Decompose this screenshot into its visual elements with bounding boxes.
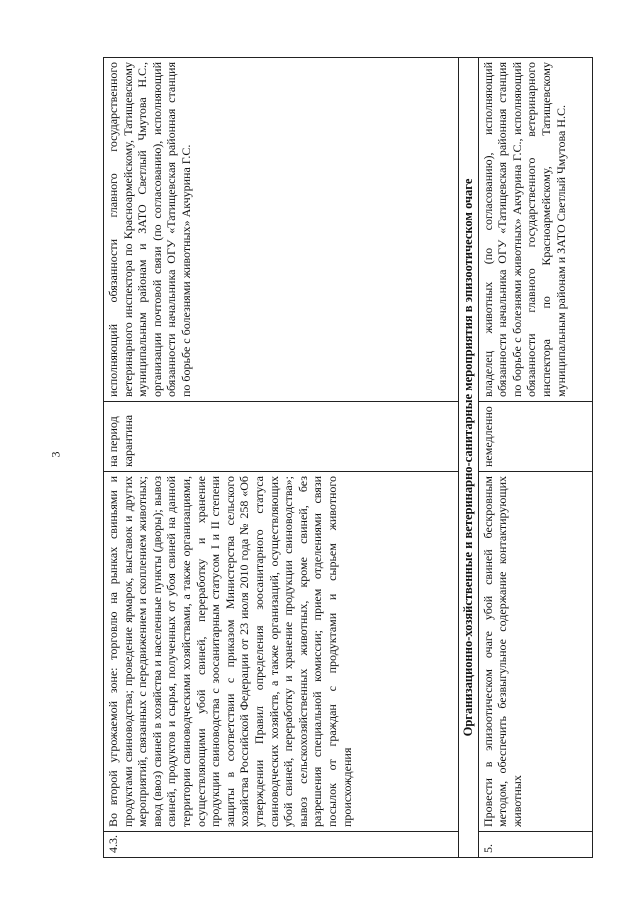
page-number: 3: [48, 451, 63, 458]
measure-text: Во второй угрожаемой зоне: торговлю на рынках свиньями и продуктами свиноводства; проведение ярмарок, выставок и других мероприятий, связанных с передвижением и скоплением животных; ввод (ввоз) свиней в хозяйства и населенные пункты (дворы); вывоз свиней, продуктов и сырья, полученных от убоя свиней на данной территории свиноводческими хозяйствами, а также организациями, осуществляющими убой свиней, переработку и хранение продукции свиноводства с зоосанитарным статусом I и II степени защиты в соответствии с приказом Министерства сельского хозяйства Российской Федерации от 23 июля 2010 года № 258 «Об утверждении Правил определения зоосанитарного статуса свиноводческих хозяйств, а также организаций, осуществляющих убой свиней, переработку и хранение продукции свиноводства»; вывоз сельскохозяйственных животных, кроме свиней, без разрешения специальной комиссии; прием отделениями связи посылок от граждан с продуктами и сырьем животного происхождения: [104, 472, 459, 832]
measure-text: Провести в эпизоотическом очаге убой свиней бескровным методом, обеспечить безвыгульное содержание контактирующих животных: [478, 472, 592, 832]
section-row: [459, 58, 479, 858]
section-title: Организационно-хозяйственные и ветеринарно-санитарные мероприятия в эпизоотическом очаге: [459, 58, 479, 858]
term-text: на период карантина: [104, 402, 459, 472]
row-number: 4.3.: [104, 832, 459, 858]
row-number: 5.: [478, 832, 592, 858]
table-row: [104, 58, 459, 858]
rotated-document: [103, 58, 593, 858]
table-row: [478, 58, 592, 858]
measures-table: [103, 57, 593, 858]
responsible-text: владелец животных (по согласованию), исполняющий обязанности начальника ОГУ «Татищевская районная станция по борьбе с болезнями животных» Акчурина Г.С., исполняющий обязанности главного государственного ветеринарного инспектора по Красноармейскому, Татищевскому муниципальным районам и ЗАТО Светлый Чмутова Н.С.: [478, 58, 592, 402]
responsible-text: исполняющий обязанности главного государственного ветеринарного инспектора по Красноармейскому, Татищевскому муниципальным районам и ЗАТО Светлый Чмутова Н.С., организации почтовой связи (по согласованию), исполняющий обязанности начальника ОГУ «Татищевская районная станция по борьбе с болезнями животных» Акчурина Г.С.: [104, 58, 459, 402]
term-text: немедленно: [478, 402, 592, 472]
